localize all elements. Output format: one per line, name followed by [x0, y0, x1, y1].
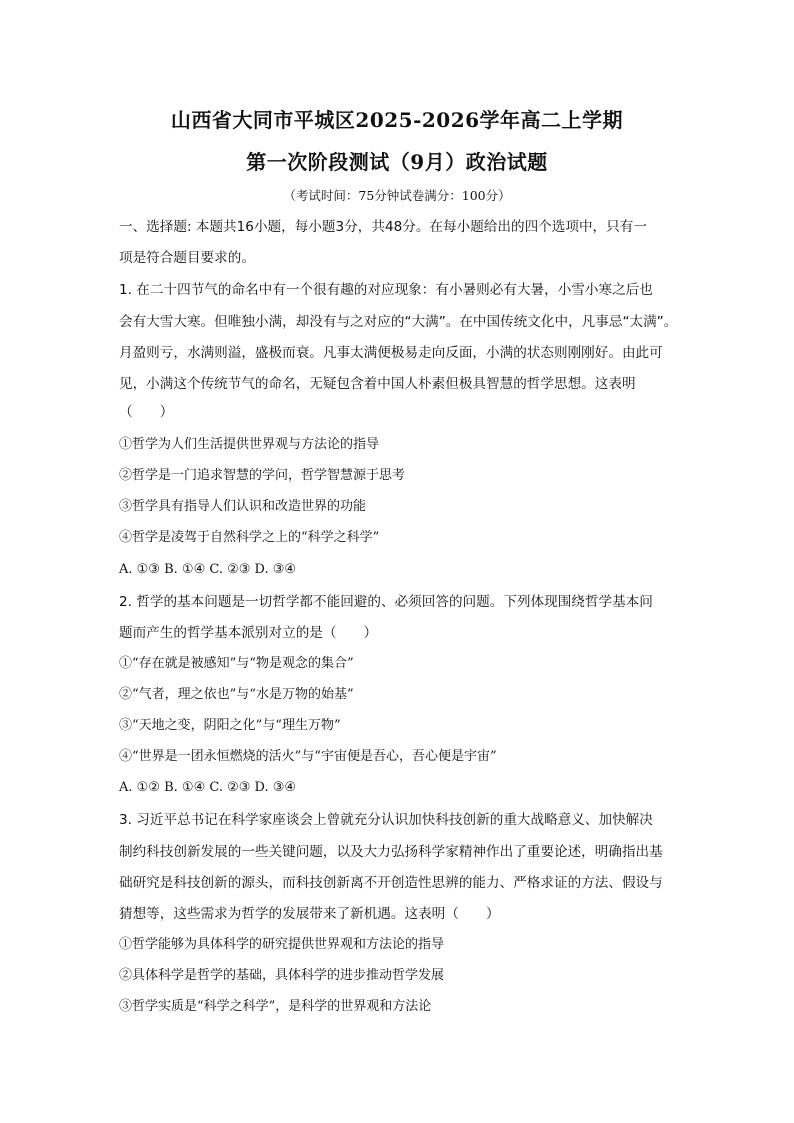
section-instruction-line-2: 项是符合题目要求的。: [119, 250, 255, 266]
q2-item-1: ①“存在就是被感知”与“物是观念的集合”: [119, 656, 354, 671]
q1-stem-line-4: 见，小满这个传统节气的命名，无疑包含着中国人朴素但极具智慧的哲学思想。这表明: [119, 376, 636, 392]
q1-item-4: ④哲学是凌驾于自然科学之上的“科学之科学”: [119, 530, 380, 545]
q3-stem-line-3: 础研究是科技创新的源头，而科技创新离不开创造性思辨的能力、严格求证的方法、假设与: [119, 875, 663, 891]
exam-title-line-1: 山西省大同市平城区2025-2026学年高二上学期: [170, 108, 624, 132]
q1-item-2: ②哲学是一门追求智慧的学问，哲学智慧源于思考: [119, 468, 406, 483]
exam-subtitle: （考试时间：75分钟试卷满分：100分）: [283, 188, 511, 203]
q3-item-3: ③哲学实质是“科学之科学”，是科学的世界观和方法论: [119, 999, 432, 1014]
q1-stem-line-1: 1. 在二十四节气的命名中有一个很有趣的对应现象：有小暑则必有大暑，小雪小寒之后也: [119, 282, 653, 298]
q2-stem-line-1: 2. 哲学的基本问题是一切哲学都不能回避的、必须回答的问题。下列体现围绕哲学基本问: [119, 594, 653, 610]
q2-stem-line-2: 题而产生的哲学基本派别对立的是（ ）: [119, 625, 378, 641]
q3-stem-line-4: 猜想等，这些需求为哲学的发展带来了新机遇。这表明（ ）: [119, 906, 500, 922]
q2-item-2: ②“气者，理之依也”与“水是万物的始基”: [119, 687, 354, 702]
q2-item-3: ③“天地之变，阴阳之化”与“理生万物”: [119, 718, 341, 733]
q3-item-2: ②具体科学是哲学的基础，具体科学的进步推动哲学发展: [119, 968, 445, 983]
q1-stem-line-5: （ ）: [119, 404, 174, 420]
q2-answer-options: A. ①② B. ①④ C. ②③ D. ③④: [119, 780, 297, 795]
q1-item-3: ③哲学具有指导人们认识和改造世界的功能: [119, 499, 367, 514]
section-instruction-line-1: 一、选择题: 本题共16小题，每小题3分，共48分。在每小题给出的四个选项中，只有一: [119, 219, 647, 235]
q2-item-4: ④“世界是一团永恒燃烧的活火”与“宇宙便是吾心，吾心便是宇宙”: [119, 749, 497, 764]
q1-item-1: ①哲学为人们生活提供世界观与方法论的指导: [119, 437, 380, 452]
q3-item-1: ①哲学能够为具体科学的研究提供世界观和方法论的指导: [119, 937, 445, 952]
q1-answer-options: A. ①③ B. ①④ C. ②③ D. ③④: [119, 562, 297, 577]
exam-title-line-2: 第一次阶段测试（9月）政治试题: [246, 150, 548, 174]
q3-stem-line-2: 制约科技创新发展的一些关键问题，以及大力弘扬科学家精神作出了重要论述，明确指出基: [119, 844, 663, 860]
q1-stem-line-2: 会有大雪大寒。但唯独小满，却没有与之对应的“大满”。在中国传统文化中，凡事忌“太满”。: [119, 314, 678, 330]
q1-stem-line-3: 月盈则亏，水满则溢，盛极而衰。凡事太满便极易走向反面，小满的状态则刚刚好。由此可: [119, 345, 663, 361]
q3-stem-line-1: 3. 习近平总书记在科学家座谈会上曾就充分认识加快科技创新的重大战略意义、加快解决: [119, 812, 653, 828]
